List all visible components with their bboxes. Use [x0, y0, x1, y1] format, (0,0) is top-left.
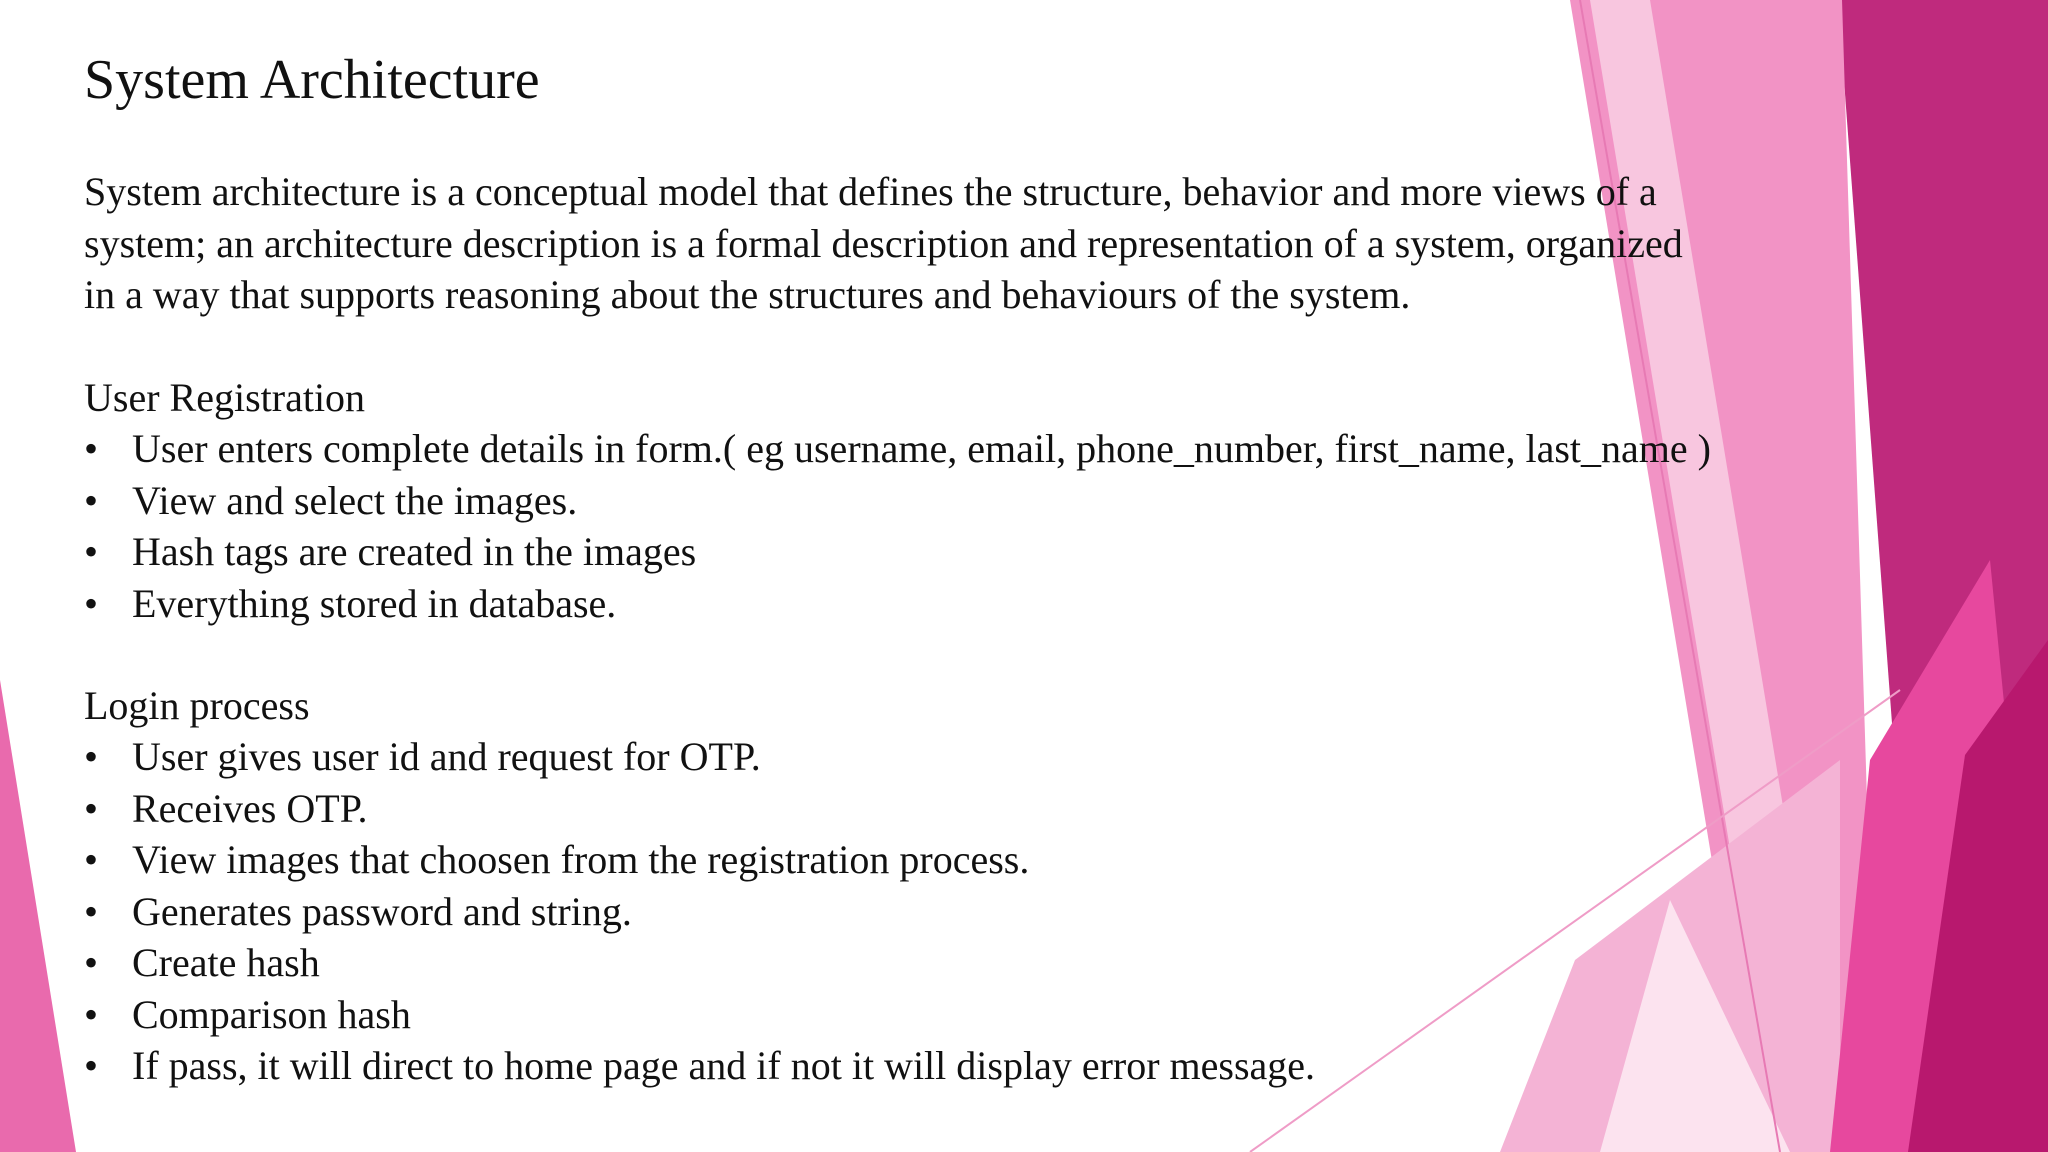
bullet-list-login-process: [84, 731, 1315, 1092]
intro-line: system; an architecture description is a formal description and representation of a system, organized: [84, 220, 1683, 266]
bullet-item: [84, 526, 1711, 578]
bullet-text: Hash tags are created in the images: [132, 529, 697, 574]
bullet-item: [84, 783, 1315, 835]
bullet-icon: •: [84, 785, 99, 831]
bullet-icon: •: [84, 1043, 99, 1088]
bullet-text: View images that choosen from the registration process.: [132, 837, 1030, 882]
bullet-text: Everything stored in database.: [132, 580, 617, 626]
bullet-icon: •: [84, 734, 99, 779]
section-heading-login-process: Login process: [84, 683, 310, 728]
intro-line: System architecture is a conceptual model that defines the structure, behavior and more views of a: [84, 169, 1657, 214]
intro-paragraph: [84, 166, 1824, 321]
bullet-icon: •: [84, 477, 99, 523]
bullet-text: Receives OTP.: [132, 785, 368, 831]
bullet-text: Comparison hash: [132, 991, 411, 1037]
bullet-item: [84, 1040, 1315, 1092]
bullet-text: Create hash: [132, 940, 320, 985]
bullet-item: [84, 731, 1315, 783]
bullet-text: User enters complete details in form.( eg username, email, phone_number, first_name, last_name ): [132, 426, 1711, 471]
bullet-item: [84, 578, 1711, 630]
bullet-icon: •: [84, 940, 99, 985]
intro-line: in a way that supports reasoning about the structures and behaviours of the system.: [84, 272, 1411, 317]
bullet-list-user-registration: [84, 423, 1711, 629]
bullet-text: User gives user id and request for OTP.: [132, 734, 761, 779]
bullet-icon: •: [84, 580, 99, 626]
bullet-icon: •: [84, 529, 99, 574]
bullet-item: [84, 475, 1711, 527]
slide-title: System Architecture: [84, 49, 540, 111]
bullet-item: [84, 834, 1315, 886]
bullet-icon: •: [84, 837, 99, 882]
bullet-icon: •: [84, 426, 99, 471]
bullet-item: [84, 937, 1315, 989]
bullet-text: Generates password and string.: [132, 888, 632, 934]
bullet-item: [84, 423, 1711, 475]
bullet-item: [84, 886, 1315, 938]
bullet-icon: •: [84, 991, 99, 1037]
section-heading-user-registration: User Registration: [84, 375, 366, 420]
bullet-text: View and select the images.: [132, 477, 578, 523]
bullet-item: [84, 989, 1315, 1041]
bullet-icon: •: [84, 888, 99, 934]
bullet-text: If pass, it will direct to home page and if not it will display error message.: [132, 1043, 1316, 1088]
